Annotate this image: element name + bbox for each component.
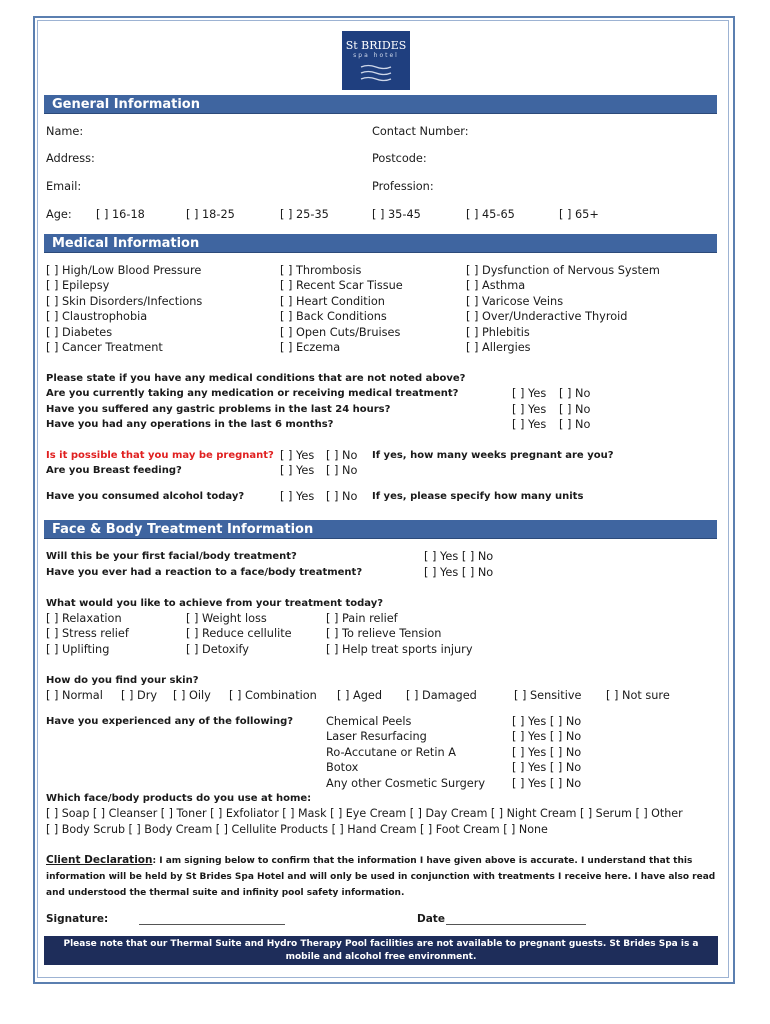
age-option[interactable]: [ ] 45-65 (466, 208, 515, 221)
achieve-option[interactable]: [ ] Reduce cellulite (186, 627, 292, 640)
no-option[interactable]: [ ] No (559, 387, 591, 400)
address-label: Address: (46, 152, 95, 165)
yes-option[interactable]: [ ] Yes (280, 464, 315, 477)
q-gastric: Have you suffered any gastric problems in the last 24 hours? (46, 404, 391, 415)
medical-option[interactable]: [ ] Dysfunction of Nervous System (466, 264, 660, 277)
medical-option[interactable]: [ ] Eczema (280, 341, 341, 354)
products-line-1[interactable]: [ ] Soap [ ] Cleanser [ ] Toner [ ] Exfoliator [ ] Mask [ ] Eye Cream [ ] Day Cream [ ] Night Cream [ ] Serum [ ] Other (46, 807, 683, 820)
q-units: If yes, please specify how many units (372, 491, 584, 502)
profession-label: Profession: (372, 180, 434, 193)
q-pregnant: Is it possible that you may be pregnant? (46, 450, 274, 461)
no-option[interactable]: [ ] No (326, 449, 358, 462)
medical-option[interactable]: [ ] Diabetes (46, 326, 113, 339)
section-medical-title: Medical Information (52, 236, 200, 251)
age-option[interactable]: [ ] 65+ (559, 208, 599, 221)
medical-option[interactable]: [ ] Epilepsy (46, 279, 110, 292)
section-general-title: General Information (52, 97, 200, 112)
achieve-option[interactable]: [ ] Detoxify (186, 643, 249, 656)
experience-item: Laser Resurfacing (326, 730, 427, 743)
medical-option[interactable]: [ ] Recent Scar Tissue (280, 279, 403, 292)
skin-option[interactable]: [ ] Sensitive (514, 689, 582, 702)
yes-option[interactable]: [ ] Yes (280, 490, 315, 503)
achieve-option[interactable]: [ ] Relaxation (46, 612, 122, 625)
no-option[interactable]: [ ] No (326, 464, 358, 477)
achieve-option[interactable]: [ ] Weight loss (186, 612, 267, 625)
age-option[interactable]: [ ] 16-18 (96, 208, 145, 221)
yes-option[interactable]: [ ] Yes (512, 403, 547, 416)
section-medical-header (44, 234, 717, 253)
medical-option[interactable]: [ ] Over/Underactive Thyroid (466, 310, 628, 323)
skin-option[interactable]: [ ] Combination (229, 689, 317, 702)
experience-item: Botox (326, 761, 359, 774)
age-label: Age: (46, 208, 72, 221)
yes-no-option[interactable]: [ ] Yes [ ] No (512, 761, 582, 774)
yes-no-option[interactable]: [ ] Yes [ ] No (424, 550, 494, 563)
medical-option[interactable]: [ ] Cancer Treatment (46, 341, 163, 354)
no-option[interactable]: [ ] No (559, 403, 591, 416)
skin-option[interactable]: [ ] Dry (121, 689, 158, 702)
q-breast-feeding: Are you Breast feeding? (46, 465, 182, 476)
yes-option[interactable]: [ ] Yes (512, 418, 547, 431)
experience-item: Chemical Peels (326, 715, 412, 728)
q-achieve: What would you like to achieve from your treatment today? (46, 598, 384, 609)
medical-option[interactable]: [ ] Open Cuts/Bruises (280, 326, 401, 339)
age-option[interactable]: [ ] 35-45 (372, 208, 421, 221)
st-brides-logo (342, 31, 410, 90)
achieve-option[interactable]: [ ] Help treat sports injury (326, 643, 473, 656)
postcode-label: Postcode: (372, 152, 427, 165)
age-option[interactable]: [ ] 25-35 (280, 208, 329, 221)
medical-option[interactable]: [ ] Thrombosis (280, 264, 362, 277)
achieve-option[interactable]: [ ] Stress relief (46, 627, 129, 640)
logo-line2: spa hotel (353, 52, 399, 59)
medical-option[interactable]: [ ] Claustrophobia (46, 310, 148, 323)
yes-no-option[interactable]: [ ] Yes [ ] No (512, 715, 582, 728)
medical-option[interactable]: [ ] Skin Disorders/Infections (46, 295, 203, 308)
wave-icon (360, 64, 392, 82)
q-weeks-pregnant: If yes, how many weeks pregnant are you? (372, 450, 614, 461)
achieve-option[interactable]: [ ] Uplifting (46, 643, 110, 656)
date-label: Date (417, 913, 445, 925)
products-line-2[interactable]: [ ] Body Scrub [ ] Body Cream [ ] Cellulite Products [ ] Hand Cream [ ] Foot Cream [ ] None (46, 823, 548, 836)
medical-option[interactable]: [ ] Heart Condition (280, 295, 385, 308)
q-operations: Have you had any operations in the last 6 months? (46, 419, 334, 430)
signature-line[interactable] (139, 924, 285, 925)
section-face-title: Face & Body Treatment Information (52, 522, 314, 537)
name-label: Name: (46, 125, 84, 138)
declaration-text: : I am signing below to confirm that the information I have given above is accurate. I understand that this information will be held by St Brides Spa Hotel and will only be used in conjunction with treatments I receive here. I have also read and understood the thermal suite and infinity pool safety information. (46, 856, 716, 898)
q-medication: Are you currently taking any medication or receiving medical treatment? (46, 388, 459, 399)
skin-option[interactable]: [ ] Not sure (606, 689, 670, 702)
q-skin: How do you find your skin? (46, 675, 199, 686)
experience-item: Ro-Accutane or Retin A (326, 746, 456, 759)
client-declaration (46, 852, 720, 901)
email-label: Email: (46, 180, 82, 193)
medical-option[interactable]: [ ] Allergies (466, 341, 531, 354)
medical-option[interactable]: [ ] Back Conditions (280, 310, 387, 323)
section-face-header (44, 520, 717, 539)
achieve-option[interactable]: [ ] To relieve Tension (326, 627, 442, 640)
notice-banner (44, 936, 718, 965)
yes-option[interactable]: [ ] Yes (280, 449, 315, 462)
no-option[interactable]: [ ] No (326, 490, 358, 503)
q-other-conditions: Please state if you have any medical conditions that are not noted above? (46, 373, 466, 384)
yes-no-option[interactable]: [ ] Yes [ ] No (424, 566, 494, 579)
signature-label: Signature: (46, 913, 109, 925)
contact-label: Contact Number: (372, 125, 469, 138)
yes-no-option[interactable]: [ ] Yes [ ] No (512, 746, 582, 759)
notice-text: Please note that our Thermal Suite and Hydro Therapy Pool facilities are not available to pregnant guests. St Brides Spa is a mobile and alcohol free environment. (63, 939, 699, 962)
medical-option[interactable]: [ ] Phlebitis (466, 326, 530, 339)
age-option[interactable]: [ ] 18-25 (186, 208, 235, 221)
q-experienced: Have you experienced any of the following? (46, 716, 294, 727)
q-products: Which face/body products do you use at home: (46, 793, 312, 804)
logo-line1: St BRIDES (345, 39, 407, 52)
yes-option[interactable]: [ ] Yes (512, 387, 547, 400)
skin-option[interactable]: [ ] Oily (173, 689, 211, 702)
experience-item: Any other Cosmetic Surgery (326, 777, 486, 790)
skin-option[interactable]: [ ] Damaged (406, 689, 477, 702)
section-general-header (44, 95, 717, 114)
achieve-option[interactable]: [ ] Pain relief (326, 612, 398, 625)
skin-option[interactable]: [ ] Aged (337, 689, 383, 702)
q-reaction: Have you ever had a reaction to a face/body treatment? (46, 567, 363, 578)
skin-option[interactable]: [ ] Normal (46, 689, 103, 702)
declaration-title: Client Declaration (46, 854, 153, 866)
medical-option[interactable]: [ ] Varicose Veins (466, 295, 564, 308)
yes-no-option[interactable]: [ ] Yes [ ] No (512, 777, 582, 790)
q-alcohol: Have you consumed alcohol today? (46, 491, 245, 502)
medical-option[interactable]: [ ] Asthma (466, 279, 526, 292)
q-first-treatment: Will this be your first facial/body treatment? (46, 551, 297, 562)
no-option[interactable]: [ ] No (559, 418, 591, 431)
medical-option[interactable]: [ ] High/Low Blood Pressure (46, 264, 202, 277)
date-line[interactable] (446, 924, 586, 925)
yes-no-option[interactable]: [ ] Yes [ ] No (512, 730, 582, 743)
